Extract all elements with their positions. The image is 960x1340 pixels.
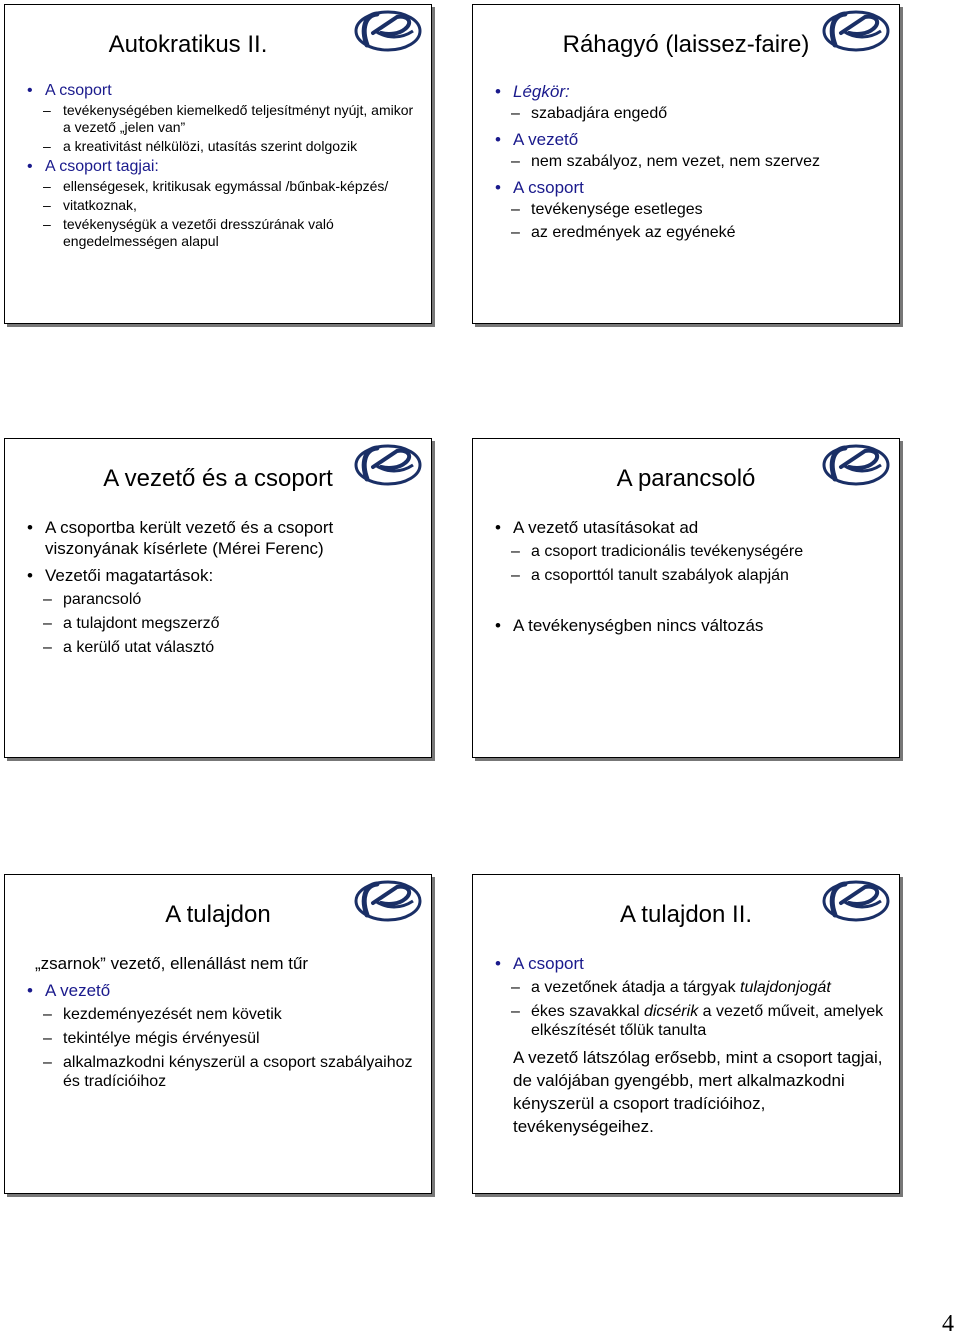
slide-rahagyo bbox=[472, 4, 900, 324]
sub-item: – kezdeményezését nem követik bbox=[25, 1005, 421, 1024]
slide-autokratikus-2 bbox=[4, 4, 432, 324]
sub-item: – ellenségesek, kritikusak egymással /bűnbak-képzés/ bbox=[25, 178, 421, 195]
logo-icon bbox=[821, 879, 891, 923]
bullet-item: • A tevékenységben nincs változás bbox=[493, 615, 889, 636]
sub-item: – ékes szavakkal dicsérik a vezető műveit, amelyek elkészítését tőlük tanulta bbox=[493, 1002, 889, 1040]
bullet-item: • A csoportba került vezető és a csoport viszonyának kísérlete (Mérei Ferenc) bbox=[25, 517, 421, 559]
logo-icon bbox=[353, 9, 423, 53]
logo-icon bbox=[353, 879, 423, 923]
bullet-item: • A csoport bbox=[493, 953, 889, 974]
slide-title: Ráhagyó (laissez-faire) bbox=[562, 31, 810, 58]
sub-item: – tevékenységében kiemelkedő teljesítményt nyújt, amikor a vezető „jelen van” bbox=[25, 102, 421, 136]
logo-icon bbox=[821, 443, 891, 487]
sub-item: – a csoport tradicionális tevékenységére bbox=[493, 542, 889, 561]
sub-item: – a kerülő utat választó bbox=[25, 638, 421, 657]
slide-title: A vezető és a csoport bbox=[103, 465, 333, 492]
bullet-item: • Vezetői magatartások: bbox=[25, 565, 421, 586]
sub-item: – nem szabályoz, nem vezet, nem szervez bbox=[493, 152, 889, 171]
logo-icon bbox=[353, 443, 423, 487]
slide-parancsolo bbox=[472, 438, 900, 758]
bullet-item: • A vezető bbox=[493, 129, 889, 150]
bullet-item: • A csoport bbox=[25, 81, 421, 100]
slide-title: A tulajdon bbox=[165, 901, 271, 928]
sub-item: – alkalmazkodni kényszerül a csoport szabályaihoz és tradícióihoz bbox=[25, 1053, 421, 1091]
sub-item: – tevékenységük a vezetői dresszúrának való engedelmességen alapul bbox=[25, 216, 421, 250]
slide-vezeto-es-csoport bbox=[4, 438, 432, 758]
bullet-item: • A vezető utasításokat ad bbox=[493, 517, 889, 538]
logo-icon bbox=[821, 9, 891, 53]
sub-item: – a tulajdont megszerző bbox=[25, 614, 421, 633]
plain-line: „zsarnok” vezető, ellenállást nem tűr bbox=[35, 954, 309, 973]
slide-title: Autokratikus II. bbox=[108, 31, 268, 58]
sub-item: – az eredmények az egyéneké bbox=[493, 223, 889, 242]
bullet-item: • Légkör: bbox=[493, 81, 889, 102]
sub-item: – szabadjára engedő bbox=[493, 104, 889, 123]
slide-title: A tulajdon II. bbox=[619, 901, 753, 928]
bullet-item: • A vezető bbox=[25, 980, 421, 1001]
sub-item: – parancsoló bbox=[25, 590, 421, 609]
bullet-item: • A csoport tagjai: bbox=[25, 157, 421, 176]
slide-tulajdon bbox=[4, 874, 432, 1194]
sub-item: – tekintélye mégis érvényesül bbox=[25, 1029, 421, 1048]
sub-item: – a csoporttól tanult szabályok alapján bbox=[493, 566, 889, 585]
sub-item: – vitatkoznak, bbox=[25, 197, 421, 214]
slide-title: A parancsoló bbox=[616, 465, 756, 492]
bullet-item: • A csoport bbox=[493, 177, 889, 198]
slide-tulajdon-2 bbox=[472, 874, 900, 1194]
sub-item: – tevékenysége esetleges bbox=[493, 200, 889, 219]
plain-line: A vezető látszólag erősebb, mint a csoport tagjai, de valójában gyengébb, mert alkalmazkodni kényszerül a csoport tradícióihoz, tevékenységeihez. bbox=[513, 1048, 883, 1136]
sub-item: – a vezetőnek átadja a tárgyak tulajdonjogát bbox=[493, 978, 889, 997]
page-number: 4 bbox=[942, 1311, 954, 1337]
sub-item: – a kreativitást nélkülözi, utasítás szerint dolgozik bbox=[25, 138, 421, 155]
